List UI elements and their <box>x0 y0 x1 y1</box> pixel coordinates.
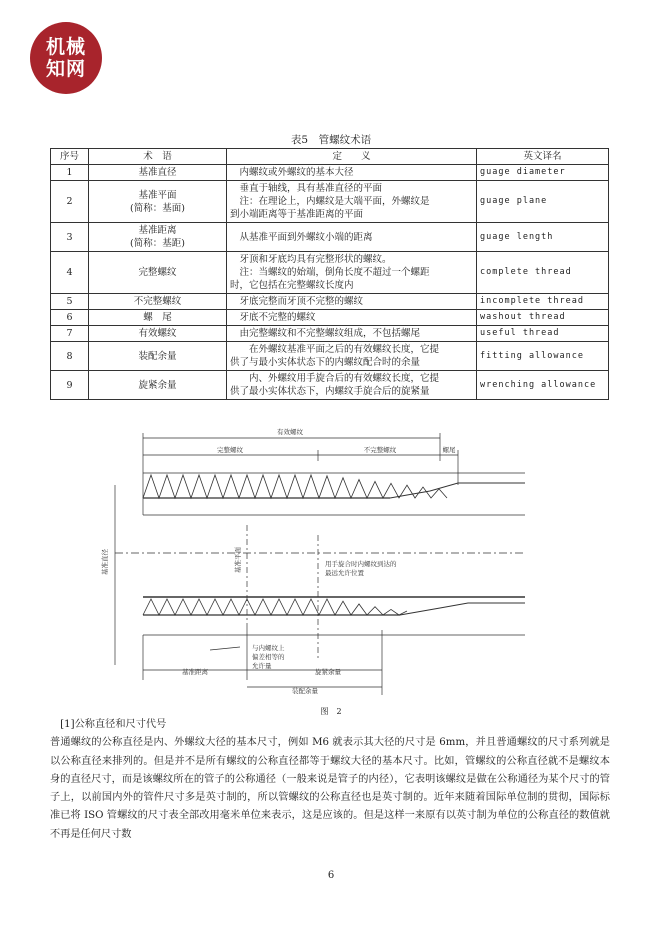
label-tolerance-3: 允许量 <box>252 662 272 670</box>
table-caption: 表5 管螺纹术语 <box>290 134 372 146</box>
table-body <box>51 165 609 400</box>
cell-definition-line: 由完整螺纹和不完整螺纹组成，不包括螺尾 <box>239 328 421 339</box>
cell-term-line: 基准距离 <box>138 225 177 236</box>
cell-no: 5 <box>51 294 89 310</box>
cell-definition <box>227 342 477 371</box>
bottom-thread-teeth <box>143 599 407 615</box>
cell-no: 7 <box>51 326 89 342</box>
cell-definition <box>227 165 477 181</box>
cell-definition-line: 从基准平面到外螺纹小端的距离 <box>239 231 373 243</box>
site-logo <box>30 22 102 94</box>
label-tolerance-2: 偏差相等的 <box>252 653 285 661</box>
table-row <box>51 294 609 310</box>
cell-term <box>89 371 227 400</box>
cell-definition-line: 供了与最小实体状态下的内螺纹配合时的余量 <box>230 357 421 368</box>
label-gauge-diameter: 基准直径 <box>101 549 109 575</box>
label-incomplete-thread: 不完整螺纹 <box>363 446 397 454</box>
cell-term-line: (简称：基面) <box>130 202 185 214</box>
cell-term <box>89 326 227 342</box>
cell-definition-line: 牙底不完整的螺纹 <box>239 312 316 323</box>
cell-term-line: 基准平面 <box>138 189 177 201</box>
cell-definition-line: 供了最小实体状态下，内螺纹手旋合后的旋紧量 <box>230 386 430 397</box>
cell-term <box>89 294 227 310</box>
cell-no: 1 <box>51 165 89 181</box>
table-header-row <box>51 149 609 165</box>
cell-definition <box>227 181 477 223</box>
terms-table <box>50 148 609 400</box>
header-term: 术 语 <box>89 149 227 165</box>
page-number: 6 <box>327 870 335 881</box>
cell-term-line: 有效螺纹 <box>138 328 177 339</box>
table-row <box>51 310 609 326</box>
cell-definition <box>227 310 477 326</box>
table-row <box>51 165 609 181</box>
cell-english: guage diameter <box>477 165 609 181</box>
cell-term <box>89 223 227 252</box>
cell-no: 6 <box>51 310 89 326</box>
cell-english: wrenching allowance <box>477 371 609 400</box>
cell-term <box>89 310 227 326</box>
cell-no: 3 <box>51 223 89 252</box>
header-definition: 定 义 <box>227 149 477 165</box>
cell-definition-line: 牙顶和牙底均具有完整形状的螺纹。 <box>239 254 392 265</box>
cell-english: useful thread <box>477 326 609 342</box>
cell-definition-line: 时，它包括在完整螺纹长度内 <box>230 280 354 291</box>
section-heading: [1]公称直径和尺寸代号 <box>50 719 167 730</box>
label-hand-tight-2: 最远允许位置 <box>325 569 364 577</box>
cell-definition-line: 到小端距离等于基准距离的平面 <box>230 209 364 220</box>
cell-no: 2 <box>51 181 89 223</box>
cell-definition-line: 牙底完整而牙顶不完整的螺纹 <box>239 296 364 307</box>
logo-line1: 机械 <box>45 36 86 58</box>
cell-term <box>89 181 227 223</box>
header-no: 序号 <box>51 149 89 165</box>
logo-line2: 知网 <box>45 58 86 80</box>
cell-term-line: 旋紧余量 <box>138 379 177 391</box>
cell-english: complete thread <box>477 252 609 294</box>
cell-term-line: 不完整螺纹 <box>133 296 182 307</box>
cell-definition-line: 注：在理论上，内螺纹是大端平面，外螺纹是 <box>239 196 430 207</box>
cell-term-line: 螺 尾 <box>143 312 172 323</box>
cell-definition <box>227 252 477 294</box>
cell-no: 8 <box>51 342 89 371</box>
label-gauge-plane: 基准平面 <box>234 547 242 573</box>
label-wrench-allowance: 旋紧余量 <box>315 668 341 676</box>
label-fitting-allowance: 装配余量 <box>292 687 318 695</box>
label-tolerance-1: 与内螺纹上 <box>252 644 285 652</box>
cell-definition-line: 垂直于轴线，具有基准直径的平面 <box>239 183 383 194</box>
table-row <box>51 181 609 223</box>
cell-english: washout thread <box>477 310 609 326</box>
cell-definition-line: 内螺纹或外螺纹的基本大径 <box>239 167 354 178</box>
cell-definition <box>227 326 477 342</box>
cell-english: guage plane <box>477 181 609 223</box>
table-row <box>51 342 609 371</box>
cell-english: incomplete thread <box>477 294 609 310</box>
pipe-thread-figure <box>0 425 662 705</box>
cell-term-line: 完整螺纹 <box>138 267 177 278</box>
cell-term <box>89 342 227 371</box>
figure-caption: 图 2 <box>320 707 342 716</box>
cell-definition-line: 注：当螺纹的始端，倒角长度不超过一个螺距 <box>239 267 430 278</box>
label-washout-thread: 螺尾 <box>442 446 456 454</box>
cell-term-line: (简称：基距) <box>130 238 185 249</box>
top-thread-teeth <box>143 475 447 498</box>
cell-no: 9 <box>51 371 89 400</box>
label-complete-thread: 完整螺纹 <box>217 446 243 454</box>
cell-term-line: 装配余量 <box>138 350 177 362</box>
body-paragraph: 普通螺纹的公称直径是内、外螺纹大径的基本尺寸，例如 M6 就表示其大径的尺寸是 6mm，并且普通螺纹的尺寸系列就是以公称直径来排列的。但是并不是所有螺纹的公称直径都等于螺纹大径的基本尺寸。比如，管螺纹的公称直径就不是螺纹本身的直径尺寸，而是该螺纹所在的管子的公称通径（一般来说是管子的内径），它表明该螺纹是做在公称通径为某个尺寸的管子上，以前国内外的管件尺寸多是英寸制的，所以管螺纹的公称直径也是英寸制的。近年来随着国际单位制的贯彻，国际标准已将 ISO 管螺纹的尺寸表全部改用毫米单位来表示，这是应该的。但是这样一来原有以英寸制为单位的公称直径的数值就不再是任何尺寸数 <box>50 737 610 840</box>
cell-term <box>89 165 227 181</box>
label-useful-thread: 有效螺纹 <box>277 428 303 436</box>
body-text <box>50 716 610 844</box>
table-row <box>51 371 609 400</box>
cell-english: fitting allowance <box>477 342 609 371</box>
table-row <box>51 223 609 252</box>
label-gauge-length: 基准距离 <box>182 668 208 676</box>
cell-definition <box>227 294 477 310</box>
table-row <box>51 252 609 294</box>
table-row <box>51 326 609 342</box>
cell-definition-line: 在外螺纹基准平面之后的有效螺纹长度，它提 <box>249 344 440 355</box>
cell-term <box>89 252 227 294</box>
cell-definition <box>227 371 477 400</box>
cell-definition-line: 内、外螺纹用手旋合后的有效螺纹长度，它提 <box>249 373 440 384</box>
cell-definition <box>227 223 477 252</box>
label-hand-tight-1: 用手旋合时内螺纹到达的 <box>325 560 397 568</box>
cell-english: guage length <box>477 223 609 252</box>
cell-no: 4 <box>51 252 89 294</box>
header-english: 英文译名 <box>477 149 609 165</box>
cell-term-line: 基准直径 <box>138 167 177 178</box>
